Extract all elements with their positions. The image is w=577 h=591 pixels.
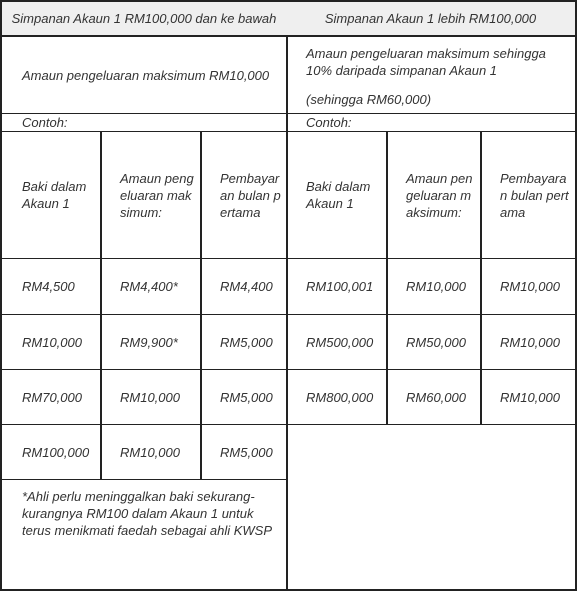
table-cell: RM10,000 (100, 425, 202, 480)
example-label-left-text: Contoh: (22, 115, 68, 130)
table-cell: RM4,400* (100, 259, 202, 315)
description-right-text-1: Amaun pengeluaran maksimum sehingga 10% daripada simpanan Akaun 1 (306, 46, 546, 78)
table-cell: RM5,000 (200, 370, 288, 425)
header-left (0, 0, 288, 37)
table-cell: RM5,000 (200, 315, 288, 370)
column-header-first-payment-right-text: Pembayaran bulan pertama (500, 170, 569, 220)
table-cell: RM9,900* (100, 315, 202, 370)
description-right (286, 37, 577, 114)
table-cell: RM100,000 (0, 425, 102, 480)
column-header-balance-right-text: Baki dalam Akaun 1 (306, 179, 371, 211)
table-cell: RM10,000 (0, 315, 102, 370)
table-cell: RM50,000 (386, 315, 482, 370)
table-cell: RM70,000 (0, 370, 102, 425)
header-left-text: Simpanan Akaun 1 RM100,000 dan ke bawah (11, 11, 277, 26)
table-cell: RM100,001 (286, 259, 388, 315)
table-cell: RM5,000 (200, 425, 288, 480)
column-header-max-left-text: Amaun pengeluaran maksimum: (120, 170, 194, 220)
column-header-first-payment-right (480, 132, 577, 259)
column-header-balance-right (286, 132, 388, 259)
column-header-max-left (100, 132, 202, 259)
column-header-first-payment-left (200, 132, 288, 259)
table-cell: RM800,000 (286, 370, 388, 425)
table-cell: RM60,000 (386, 370, 482, 425)
table-cell: RM10,000 (100, 370, 202, 425)
table-cell: RM4,400 (200, 259, 288, 315)
empty-cell (286, 425, 577, 591)
example-label-right (286, 114, 577, 132)
footnote (0, 480, 288, 591)
example-label-left (0, 114, 288, 132)
header-right-text: Simpanan Akaun 1 lebih RM100,000 (324, 11, 537, 26)
column-header-max-right-text: Amaun pengeluaran maksimum: (406, 170, 473, 220)
table-cell: RM4,500 (0, 259, 102, 315)
column-header-first-payment-left-text: Pembayaran bulan pertama (220, 170, 281, 220)
description-left-text: Amaun pengeluaran maksimum RM10,000 (22, 67, 270, 83)
header-right (286, 0, 577, 37)
description-left (0, 37, 288, 114)
table-cell: RM10,000 (480, 315, 577, 370)
table-cell: RM500,000 (286, 315, 388, 370)
column-header-balance-left-text: Baki dalam Akaun 1 (22, 179, 87, 211)
table-cell: RM10,000 (480, 259, 577, 315)
table-cell: RM10,000 (386, 259, 482, 315)
example-label-right-text: Contoh: (306, 115, 352, 130)
column-header-balance-left (0, 132, 102, 259)
footnote-text: *Ahli perlu meninggalkan baki sekurang-kurangnya RM100 dalam Akaun 1 untuk terus menikmati faedah sebagai ahli KWSP (22, 489, 273, 538)
description-right-text-2: (sehingga RM60,000) (306, 92, 432, 107)
column-header-max-right (386, 132, 482, 259)
table-cell: RM10,000 (480, 370, 577, 425)
